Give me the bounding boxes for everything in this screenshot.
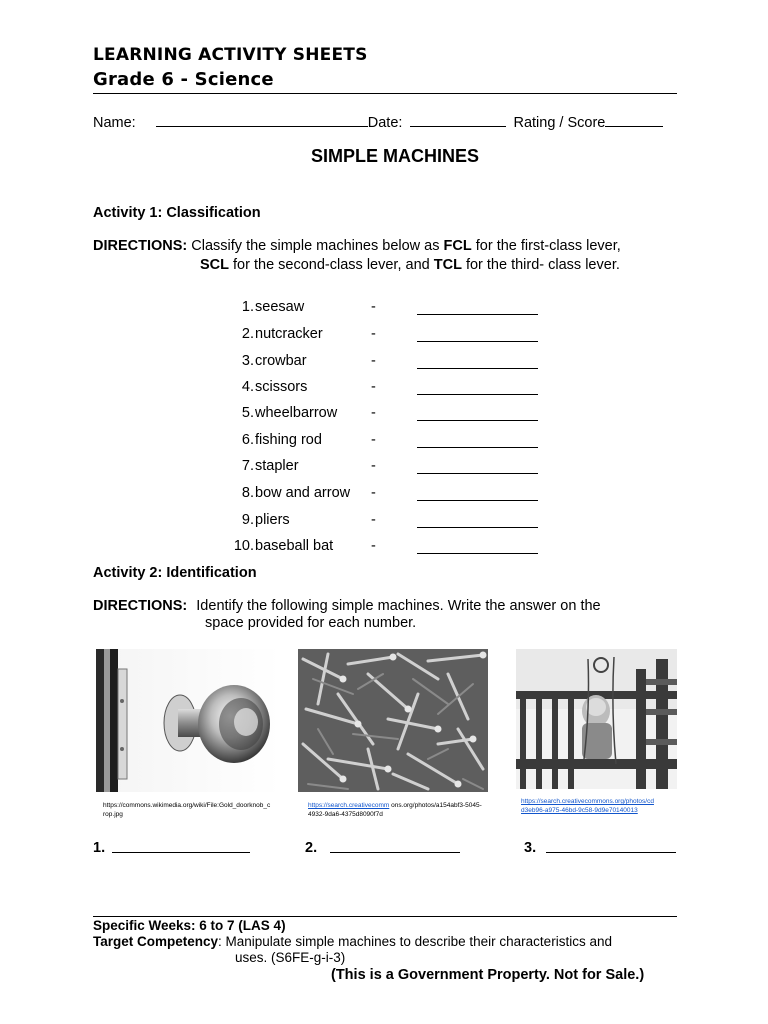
image3-caption-link[interactable]: https://search.creativecommons.org/photos/cd d3eb96-a975-46bd-9c58-9d9e70140013 [521,798,654,814]
item-label: nutcracker [255,326,323,342]
info-line [93,112,663,131]
directions-text: for the third- class lever. [461,257,620,273]
item-label: bow and arrow [255,485,351,501]
tcl-term: TCL [433,257,462,273]
answer-number: 2. [305,840,318,856]
item-number: 2. [241,326,254,342]
name-field[interactable] [156,112,368,127]
item-number: 9. [241,512,254,528]
competency-label: Target Competency [93,934,219,949]
specific-weeks: Specific Weeks: 6 to 7 (LAS 4) [93,918,286,933]
answer-blank[interactable] [417,447,538,448]
answer-blank[interactable] [417,368,538,369]
government-notice: (This is a Government Property. Not for Sale.) [331,967,645,983]
sheet-title: LEARNING ACTIVITY SHEETS [93,45,368,65]
activity1-heading: Activity 1: Classification [93,205,261,221]
image3-caption [521,797,677,815]
screws-photo-icon [298,649,488,792]
fcl-term: FCL [443,238,472,254]
activity2-directions-line2: space provided for each number. [205,615,417,631]
doorknob-image [96,649,281,792]
activity1-directions-line1 [93,238,621,254]
footer-divider [93,916,677,917]
answer-blank[interactable] [417,420,538,421]
page-title: SIMPLE MACHINES [310,146,479,166]
item-number: 8. [241,485,254,501]
header-divider [93,93,677,94]
screws-image [298,649,488,792]
activity1-directions-line2 [200,257,620,273]
item-dash: - [371,485,376,501]
item-number: 6. [241,432,254,448]
item-dash: - [371,353,376,369]
item-label: crowbar [255,353,307,369]
answer-blank[interactable] [417,394,538,395]
item-number: 10. [233,538,254,554]
answer-blank[interactable] [417,553,538,554]
competency-text-line2: uses. (S6FE-g-i-3) [235,950,346,965]
answer-blank[interactable] [330,852,460,853]
item-dash: - [371,512,376,528]
directions-text: Identify the following simple machines. Write the answer on the [196,598,601,614]
date-label: Date: [367,115,403,131]
item-number: 1. [241,299,254,315]
scl-term: SCL [200,257,229,273]
directions-label: DIRECTIONS: [93,598,188,614]
answer-2 [305,840,460,856]
item-label: wheelbarrow [255,405,338,421]
item-dash: - [371,405,376,421]
answer-number: 3. [524,840,537,856]
pulley-playground-photo-icon [516,649,677,789]
item-number: 3. [241,353,254,369]
directions-text: Classify the simple machines below as [187,238,444,254]
item-label: fishing rod [255,432,322,448]
image1-caption: https://commons.wikimedia.org/wiki/File:Gold_doorknob_c rop.jpg [103,802,271,818]
answer-blank[interactable] [417,527,538,528]
answer-blank[interactable] [417,314,538,315]
activity2-heading: Activity 2: Identification [93,565,257,581]
name-label: Name: [93,115,136,131]
grade-subject: Grade 6 - Science [93,69,274,90]
item-label: baseball bat [255,538,334,554]
answer-blank[interactable] [417,341,538,342]
target-competency [93,934,612,949]
item-dash: - [371,326,376,342]
item-label: stapler [255,458,299,474]
item-number: 4. [241,379,254,395]
item-number: 5. [241,405,254,421]
answer-3 [524,840,676,856]
item-dash: - [371,299,376,315]
item-label: scissors [255,379,308,395]
directions-text: for the first-class lever, [471,238,621,254]
pulley-image [516,649,677,789]
answer-blank[interactable] [112,852,250,853]
item-dash: - [371,458,376,474]
answer-blank[interactable] [417,500,538,501]
answer-blank[interactable] [417,473,538,474]
activity2-directions-line1 [93,598,601,614]
date-field[interactable] [410,112,506,127]
image2-caption [308,801,493,819]
image2-caption-link[interactable]: https://search.creativecomm [308,802,390,809]
answer-1 [93,840,250,856]
item-label: seesaw [255,299,305,315]
rating-label: Rating / Score [513,115,606,131]
item-label: pliers [255,512,290,528]
item-number: 7. [241,458,254,474]
doorknob-photo-icon [96,649,281,792]
rating-field[interactable] [605,112,663,127]
caption-text: ons.org/photos/a154abf3-5045-4932-9da6-4375d8090f7d [308,802,482,818]
competency-text: : Manipulate simple machines to describe their characteristics and [218,934,612,949]
answer-blank[interactable] [546,852,676,853]
item-dash: - [371,538,376,554]
answer-number: 1. [93,840,106,856]
directions-label: DIRECTIONS: [93,238,188,254]
item-dash: - [371,432,376,448]
item-dash: - [371,379,376,395]
directions-text: for the second-class lever, and [229,257,434,273]
